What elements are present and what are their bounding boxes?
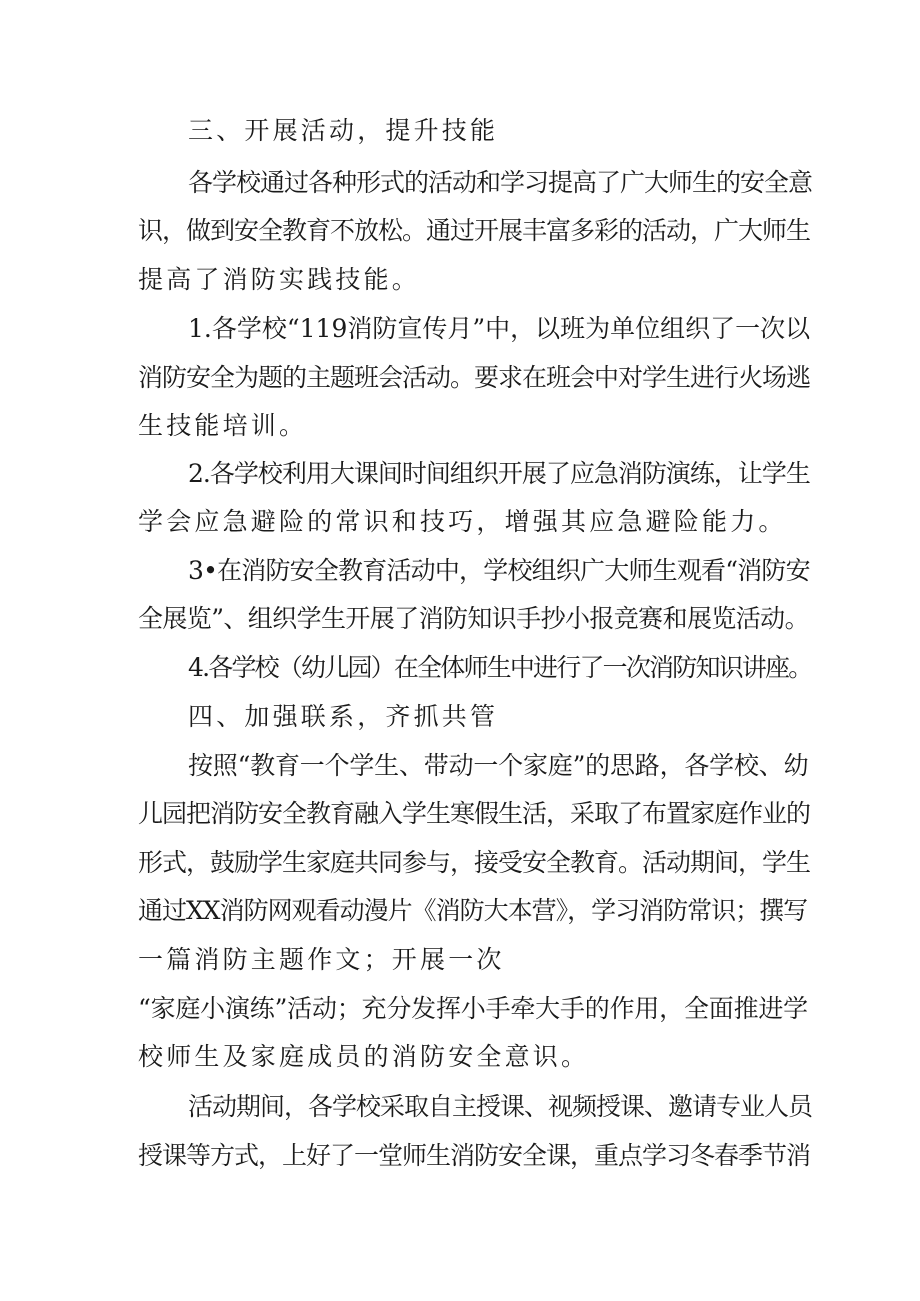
paragraph-line: 通过XX消防网观看动漫片《消防大本营》，学习消防常识；撰写 (138, 896, 808, 925)
list-item-3-line: 3•在消防安全教育活动中，学校组织广大师生观看“消防安 (188, 556, 810, 585)
paragraph-line: 活动期间，各学校采取自主授课、视频授课、邀请专业人员 (188, 1092, 813, 1121)
list-item-2-line: 2.各学校利用大课间时间组织开展了应急消防演练，让学生 (188, 459, 810, 488)
list-item-1-line: 生技能培训。 (138, 411, 308, 440)
list-item-2-line: 学会应急避险的常识和技巧，增强其应急避险能力。 (138, 507, 787, 536)
paragraph-line: 提高了消防实践技能。 (138, 265, 421, 294)
paragraph-line: 儿园把消防安全教育融入学生寒假生活，采取了布置家庭作业的 (138, 799, 811, 828)
paragraph-line: 一篇消防主题作文；开展一次 (138, 945, 505, 974)
list-item-1-line: 1.各学校“119消防宣传月”中，以班为单位组织了一次以 (188, 314, 811, 343)
paragraph-line: 校师生及家庭成员的消防安全意识。 (138, 1042, 590, 1071)
paragraph-line: 授课等方式，上好了一堂师生消防安全课，重点学习冬春季节消 (138, 1141, 811, 1170)
list-item-1-line: 消防安全为题的主题班会活动。要求在班会中对学生进行火场逃 (138, 363, 811, 392)
paragraph-line: 按照“教育一个学生、带动一个家庭”的思路，各学校、幼 (188, 751, 809, 780)
list-item-4-line: 4.各学校（幼儿园）在全体师生中进行了一次消防知识讲座。 (188, 653, 812, 682)
paragraph-line: “家庭小演练”活动；充分发挥小手牵大手的作用，全面推进学 (138, 994, 808, 1023)
paragraph-line: 形式，鼓励学生家庭共同参与，接受安全教育。活动期间，学生 (138, 848, 811, 877)
list-item-3-line: 全展览”、组织学生开展了消防知识手抄小报竞赛和展览活动。 (138, 604, 809, 633)
heading-section-four: 四、加强联系，齐抓共管 (188, 702, 499, 731)
heading-section-three: 三、开展活动，提升技能 (188, 116, 499, 145)
paragraph-line: 识，做到安全教育不放松。通过开展丰富多彩的活动，广大师生 (138, 216, 811, 245)
paragraph-line: 各学校通过各种形式的活动和学习提高了广大师生的安全意 (188, 168, 813, 197)
